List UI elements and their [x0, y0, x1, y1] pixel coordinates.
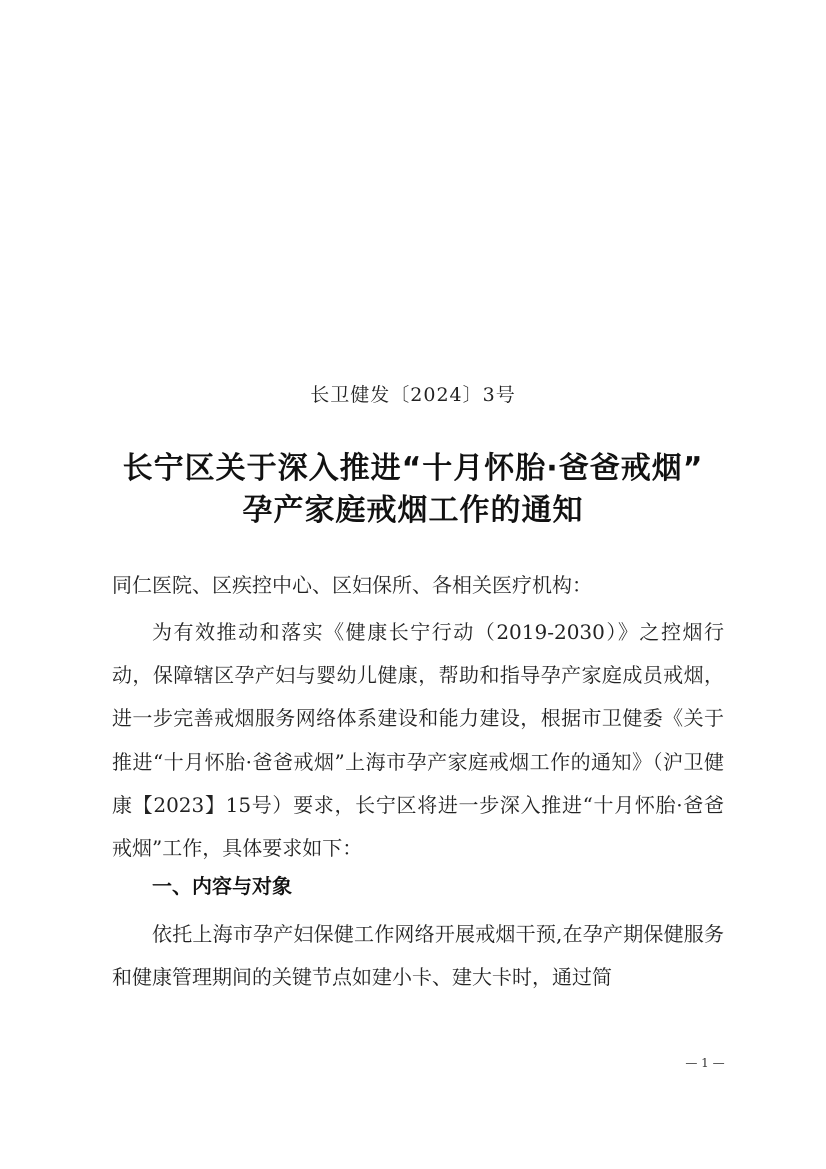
- page-number: — 1 —: [685, 1056, 725, 1070]
- document-number: 长卫健发〔2024〕3号: [310, 384, 516, 406]
- body-paragraph-1: 为有效推动和落实《健康长宁行动（2019-2030）》之控烟行动，保障辖区孕产妇与婴幼儿健康，帮助和指导孕产家庭成员戒烟，进一步完善戒烟服务网络体系建设和能力建设，根据市卫健委《关于推进“十月怀胎·爸爸戒烟”上海市孕产家庭戒烟工作的通知》（沪卫健康【2023】15号）要求，长宁区将进一步深入推进“十月怀胎·爸爸戒烟”工作，具体要求如下：: [112, 620, 724, 861]
- document-title-line-1: 长宁区关于深入推进“十月怀胎·爸爸戒烟”: [122, 451, 704, 486]
- section-heading-1: 一、内容与对象: [152, 874, 292, 898]
- recipients-line: 同仁医院、区疾控中心、区妇保所、各相关医疗机构：: [112, 573, 592, 597]
- body-paragraph-2: 依托上海市孕产妇保健工作网络开展戒烟干预,在孕产期保健服务和健康管理期间的关键节点如建小卡、建大卡时，通过简: [112, 922, 724, 990]
- document-title-line-2: 孕产家庭戒烟工作的通知: [242, 493, 584, 528]
